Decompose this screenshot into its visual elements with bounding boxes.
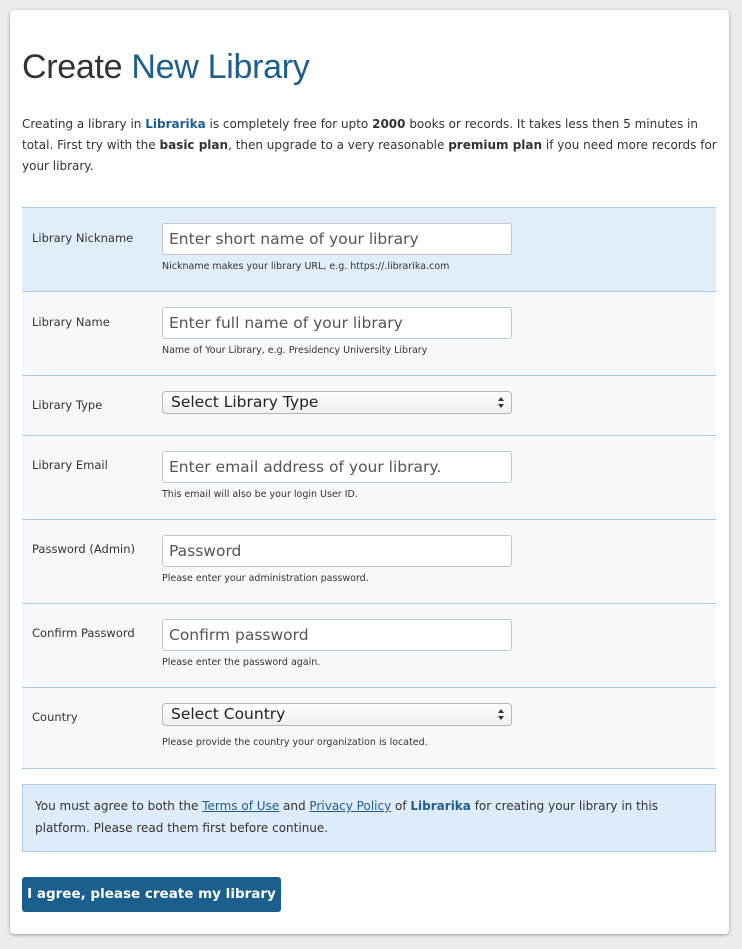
nickname-input[interactable]: Enter short name of your library — [162, 223, 512, 255]
form-row-password — [22, 520, 716, 604]
intro-basic-plan: basic plan — [159, 138, 229, 152]
library-name-label: Library Name — [32, 315, 110, 329]
privacy-policy-link[interactable]: Privacy Policy — [309, 799, 392, 813]
password-label: Password (Admin) — [32, 542, 135, 556]
page-title-prefix: Create — [22, 48, 123, 86]
library-name-input[interactable]: Enter full name of your library — [162, 307, 512, 339]
library-type-label: Library Type — [32, 398, 103, 412]
form-row-name — [22, 292, 716, 376]
create-library-button[interactable]: I agree, please create my library — [22, 877, 281, 912]
form-row-email — [22, 436, 716, 520]
intro-paragraph — [22, 114, 722, 177]
nickname-label: Library Nickname — [32, 231, 134, 245]
select-arrows-icon — [497, 706, 505, 723]
notice-text: of — [391, 799, 411, 813]
form-row-confirm-password — [22, 604, 716, 688]
intro-premium-plan: premium plan — [448, 138, 543, 152]
terms-of-use-link[interactable]: Terms of Use — [202, 799, 280, 813]
confirm-password-help: Please enter the password again. — [162, 657, 321, 668]
select-arrows-icon — [497, 394, 505, 411]
intro-text: is completely free for upto — [205, 117, 373, 131]
confirm-password-input[interactable]: Confirm password — [162, 619, 512, 651]
confirm-password-label: Confirm Password — [32, 626, 135, 640]
library-type-selected: Select Library Type — [171, 393, 319, 411]
password-input[interactable]: Password — [162, 535, 512, 567]
signup-card — [10, 10, 729, 934]
library-email-label: Library Email — [32, 458, 108, 472]
nickname-help: Nickname makes your library URL, e.g. https://.librarika.com — [162, 261, 450, 272]
country-selected: Select Country — [171, 705, 286, 723]
intro-text: , then upgrade to a very reasonable — [228, 138, 449, 152]
page-title-accent: New Library — [131, 48, 310, 86]
intro-text: books or records. It takes less then 5 minutes in total. First try with the — [22, 117, 698, 152]
page-title — [22, 48, 310, 87]
password-help: Please enter your administration password. — [162, 573, 369, 584]
intro-text: Creating a library in — [22, 117, 146, 131]
notice-text: and — [279, 799, 310, 813]
country-label: Country — [32, 710, 78, 724]
library-name-help: Name of Your Library, e.g. Presidency University Library — [162, 345, 428, 356]
library-type-select[interactable] — [162, 391, 512, 414]
country-select[interactable] — [162, 703, 512, 726]
country-help: Please provide the country your organization is located. — [162, 737, 428, 748]
notice-text: You must agree to both the — [35, 799, 203, 813]
intro-brand: Librarika — [145, 117, 206, 131]
form-row-type — [22, 376, 716, 436]
notice-brand: Librarika — [410, 799, 471, 813]
form-row-country — [22, 688, 716, 769]
library-form — [22, 207, 716, 769]
form-row-nickname — [22, 208, 716, 292]
terms-notice — [22, 784, 716, 852]
intro-text: if you need more records for your library. — [22, 138, 717, 173]
intro-record-count: 2000 — [372, 117, 406, 131]
library-email-input[interactable]: Enter email address of your library. — [162, 451, 512, 483]
library-email-help: This email will also be your login User ID. — [162, 489, 358, 500]
notice-text: for creating your library in this platform. Please read them first before continue. — [35, 799, 658, 835]
